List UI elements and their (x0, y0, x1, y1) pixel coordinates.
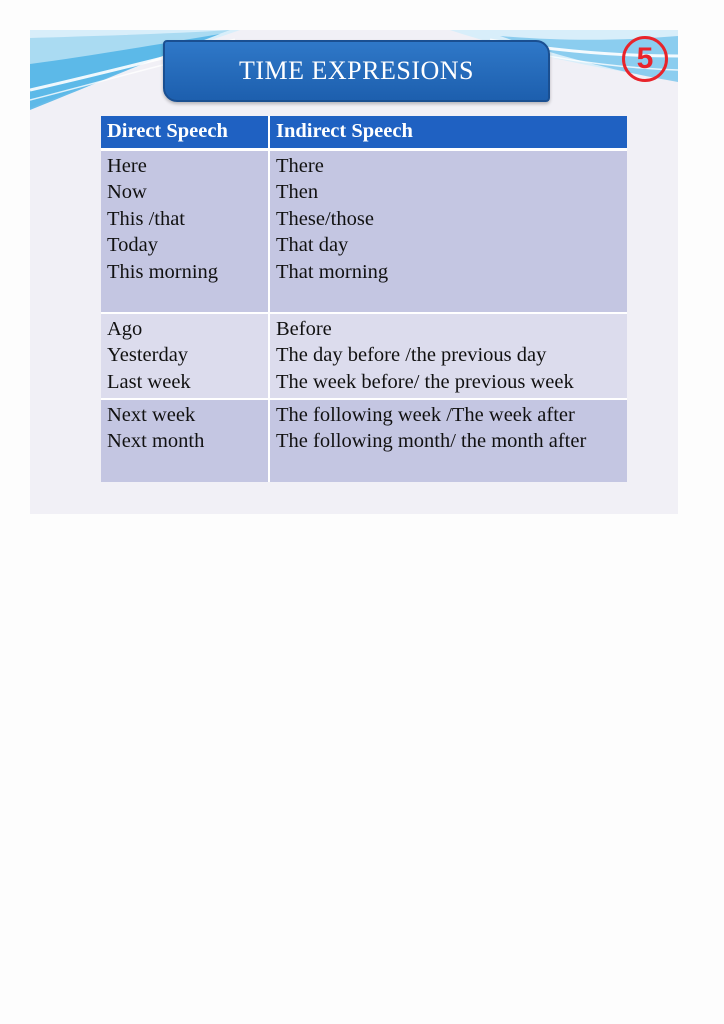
header-indirect-speech: Indirect Speech (269, 116, 627, 150)
direct-item: This morning (107, 260, 219, 283)
time-expressions-table (101, 116, 627, 482)
indirect-item: Then (276, 181, 319, 204)
indirect-cell (269, 150, 627, 314)
indirect-cell (269, 313, 627, 399)
direct-item: Today (107, 234, 158, 257)
indirect-item: These/those (276, 207, 374, 230)
table-row (101, 399, 627, 482)
table-row (101, 150, 627, 314)
direct-item: Here (107, 155, 147, 177)
indirect-item: The week before/ the previous week (276, 370, 574, 393)
slide-title: TIME EXPRESIONS (238, 56, 474, 85)
slide-number-badge (622, 36, 668, 82)
indirect-item: There (276, 155, 324, 177)
title-banner (163, 40, 550, 102)
indirect-item: The following week /The week after (276, 404, 575, 426)
direct-item: Now (107, 181, 147, 204)
indirect-item: That morning (276, 260, 389, 283)
direct-cell (101, 399, 269, 482)
slide-number: 5 (636, 42, 654, 75)
indirect-item: That day (276, 234, 349, 257)
table-row (101, 313, 627, 399)
table-header-row (101, 116, 627, 150)
indirect-item: Before (276, 318, 332, 340)
indirect-item: The following month/ the month after (276, 430, 587, 453)
slide (30, 30, 678, 514)
header-direct-speech: Direct Speech (101, 116, 269, 150)
direct-cell (101, 313, 269, 399)
direct-item: Last week (107, 370, 191, 393)
direct-cell (101, 150, 269, 314)
indirect-item: The day before /the previous day (276, 344, 547, 367)
direct-item: Next week (107, 404, 196, 426)
direct-item: Ago (107, 318, 143, 340)
direct-item: Next month (107, 430, 205, 453)
direct-item: This /that (107, 207, 186, 230)
indirect-cell (269, 399, 627, 482)
direct-item: Yesterday (107, 344, 189, 367)
